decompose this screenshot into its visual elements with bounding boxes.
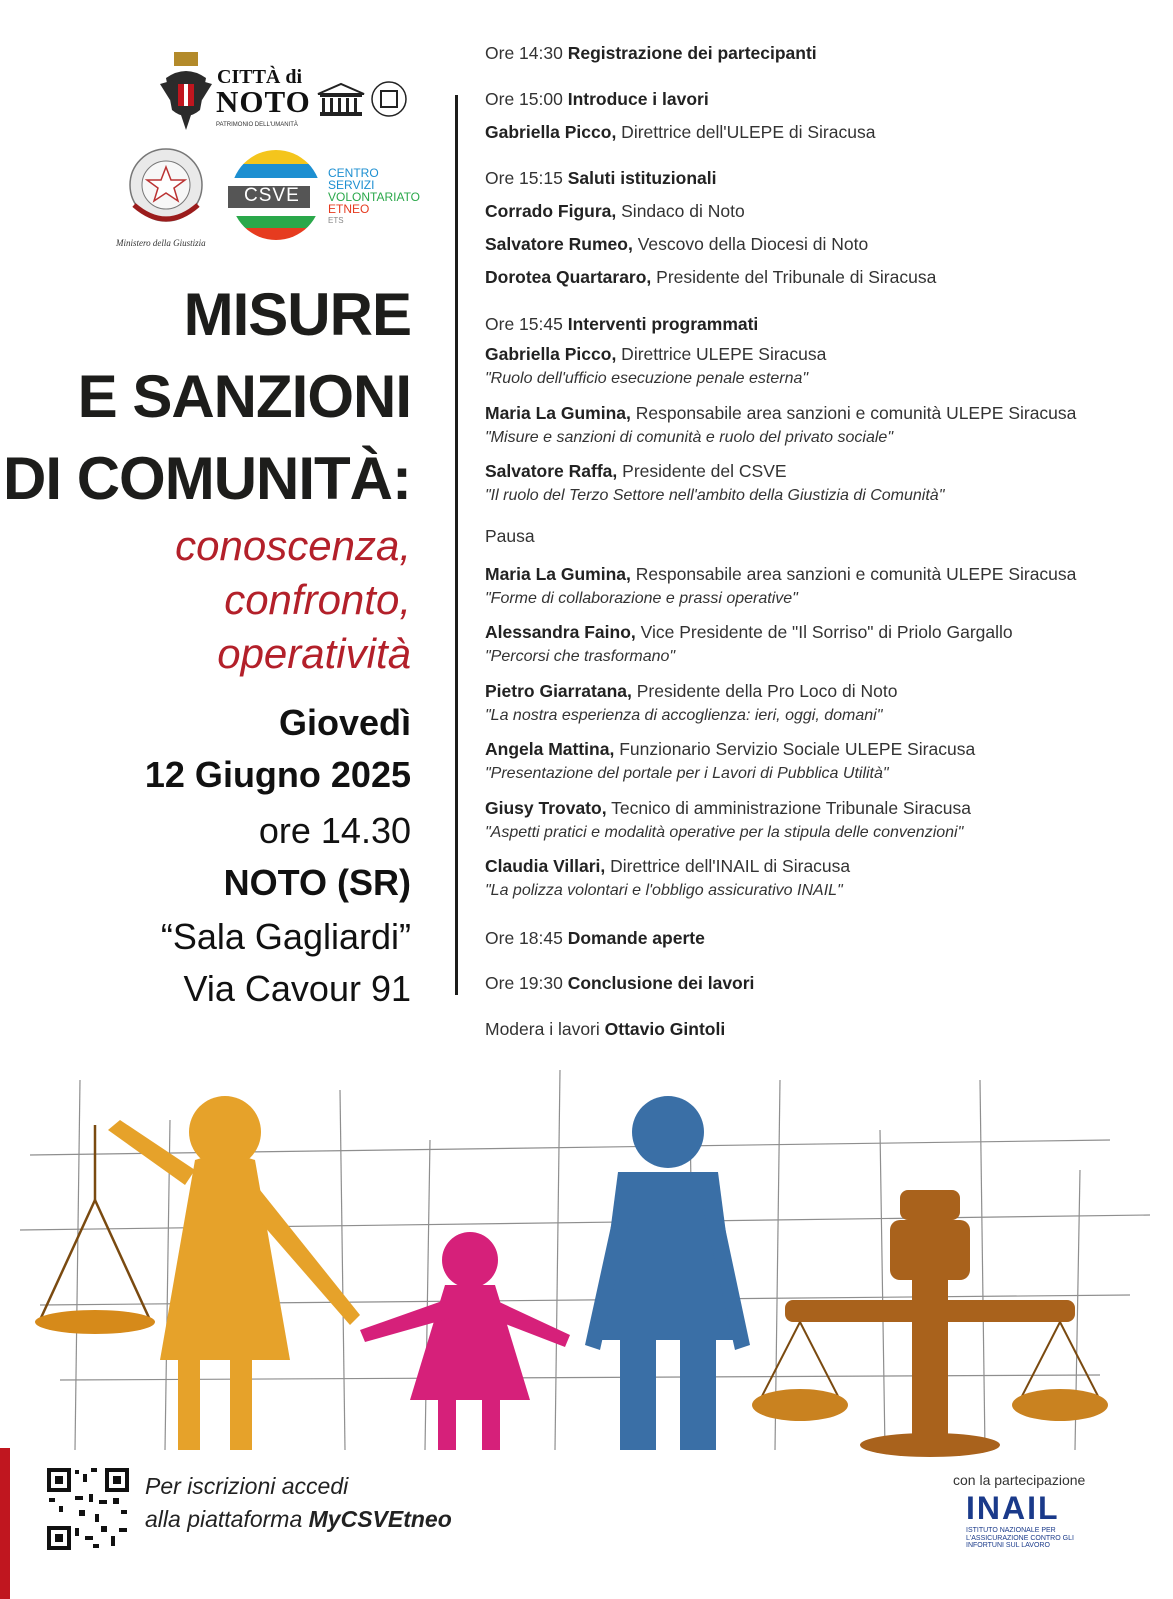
csve-abbr: CSVE	[244, 185, 300, 206]
platform-link[interactable]: MyCSVEtneo	[308, 1506, 452, 1533]
program-intro	[485, 88, 1145, 111]
speaker	[485, 266, 1145, 289]
csve-line3: VOLONTARIATO	[328, 190, 421, 204]
speaker-role: Direttrice dell'INAIL di Siracusa	[605, 856, 851, 876]
speaker-name: Claudia Villari,	[485, 856, 606, 876]
subtitle-line1: conoscenza,	[175, 522, 411, 569]
speaker-role: Direttrice dell'ULEPE di Siracusa	[616, 122, 876, 142]
speaker-role: Funzionario Servizio Sociale ULEPE Siracusa	[614, 739, 976, 759]
csve-line4: ETNEO	[328, 202, 370, 216]
program-pause	[485, 525, 1145, 548]
justice-family-illustration	[0, 1060, 1173, 1460]
speaker-name: Angela Mattina,	[485, 739, 615, 759]
moderator-name: Ottavio Gintoli	[604, 1019, 726, 1039]
program-moderator	[485, 1018, 1145, 1041]
speaker	[485, 621, 1145, 668]
subtitle-line2: confronto,	[224, 576, 411, 623]
speaker	[485, 121, 1145, 144]
speaker	[485, 797, 1145, 844]
event-day: Giovedì	[278, 702, 411, 743]
inail-subtitle: ISTITUTO NAZIONALE PER L'ASSICURAZIONE CONTRO GLI INFORTUNI SUL LAVORO	[966, 1527, 1074, 1550]
unesco-logo	[316, 82, 366, 118]
program-questions	[485, 927, 1145, 950]
speaker-name: Giusy Trovato,	[485, 798, 607, 818]
speaker-role: Presidente del Tribunale di Siracusa	[651, 267, 937, 287]
speaker-role: Direttrice ULEPE Siracusa	[616, 344, 827, 364]
speaker-name: Dorotea Quartararo,	[485, 267, 652, 287]
speaker-role: Vescovo della Diocesi di Noto	[632, 234, 869, 254]
speaker-name: Pietro Giarratana,	[485, 681, 632, 701]
csve-line2: SERVIZI	[328, 178, 375, 192]
world-heritage-icon	[370, 80, 408, 118]
program-conclusion	[485, 972, 1145, 995]
speaker-role: Sindaco di Noto	[616, 201, 745, 221]
title-line1: MISURE	[183, 281, 411, 348]
vertical-divider	[455, 95, 458, 995]
speaker-role: Tecnico di amministrazione Tribunale Siracusa	[606, 798, 971, 818]
csve-ets: ETS	[328, 216, 344, 225]
time: Ore 19:30	[485, 973, 563, 993]
talk-title: "Il ruolo del Terzo Settore nell'ambito della Giustizia di Comunità"	[485, 486, 945, 504]
speaker-name: Gabriella Picco,	[485, 122, 617, 142]
registration-line2	[145, 1503, 452, 1536]
noto-logo-line1: CITTÀ di	[217, 66, 303, 88]
noto-logo-caption: PATRIMONIO DELL'UMANITÀ	[216, 122, 298, 128]
talk-title: "Forme di collaborazione e prassi operative"	[485, 589, 798, 607]
time: Ore 15:45	[485, 314, 563, 334]
talk-title: "La polizza volontari e l'obbligo assicurativo INAIL"	[485, 881, 843, 899]
moderator-label: Modera i lavori	[485, 1019, 600, 1039]
speaker	[485, 233, 1145, 256]
speaker-name: Alessandra Faino,	[485, 622, 636, 642]
speaker-name: Maria La Gumina,	[485, 564, 631, 584]
csve-line1: CENTRO	[328, 166, 379, 180]
registration-note	[145, 1470, 452, 1537]
speaker	[485, 343, 1145, 390]
event-city: NOTO (SR)	[223, 862, 411, 903]
speaker-role: Vice Presidente de "Il Sorriso" di Priolo Gargallo	[635, 622, 1013, 642]
speaker-role: Presidente della Pro Loco di Noto	[631, 681, 898, 701]
speaker-name: Gabriella Picco,	[485, 344, 617, 364]
item-title: Interventi programmati	[567, 314, 759, 334]
speaker-role: Presidente del CSVE	[617, 461, 787, 481]
item-title: Introduce i lavori	[567, 89, 709, 109]
speaker-name: Maria La Gumina,	[485, 403, 631, 423]
italian-republic-emblem-icon	[126, 145, 206, 235]
event-time: ore 14.30	[258, 810, 411, 851]
inail-logo: INAIL	[966, 1490, 1060, 1526]
speaker	[485, 738, 1145, 785]
registration-line2-text: alla piattaforma	[145, 1506, 303, 1533]
time: Ore 15:15	[485, 168, 563, 188]
time: Ore 14:30	[485, 43, 563, 63]
pause-label: Pausa	[485, 526, 535, 546]
item-title: Saluti istituzionali	[567, 168, 717, 188]
registration-line1: Per iscrizioni accedi	[145, 1473, 349, 1499]
item-title: Registrazione dei partecipanti	[567, 43, 817, 63]
event-address: Via Cavour 91	[183, 968, 411, 1009]
speaker	[485, 402, 1145, 449]
speaker	[485, 855, 1145, 902]
footer-accent-bar	[0, 1448, 10, 1599]
program-greetings	[485, 167, 1145, 190]
item-title: Domande aperte	[567, 928, 705, 948]
title-line3: DI COMUNITÀ:	[3, 445, 411, 512]
speaker-name: Salvatore Rumeo,	[485, 234, 633, 254]
time: Ore 15:00	[485, 89, 563, 109]
qr-code-icon[interactable]	[45, 1466, 131, 1552]
speaker	[485, 680, 1145, 727]
speaker-name: Corrado Figura,	[485, 201, 617, 221]
event-date: 12 Giugno 2025	[144, 754, 411, 795]
talk-title: "Aspetti pratici e modalità operative per la stipula delle convenzioni"	[485, 823, 964, 841]
speaker-role: Responsabile area sanzioni e comunità ULEPE Siracusa	[630, 564, 1077, 584]
talk-title: "Percorsi che trasformano"	[485, 647, 676, 665]
noto-crest-icon	[160, 50, 212, 132]
talk-title: "Misure e sanzioni di comunità e ruolo del privato sociale"	[485, 428, 894, 446]
talk-title: "La nostra esperienza di accoglienza: ieri, oggi, domani"	[485, 706, 883, 724]
speaker	[485, 200, 1145, 223]
talk-title: "Presentazione del portale per i Lavori di Pubblica Utilità"	[485, 764, 889, 782]
talk-title: "Ruolo dell'ufficio esecuzione penale esterna"	[485, 369, 809, 387]
program-registration	[485, 42, 1145, 65]
noto-logo-line2: NOTO	[216, 84, 311, 119]
partner-caption: con la partecipazione	[953, 1472, 1086, 1488]
ministry-caption: Ministero della Giustizia	[116, 238, 206, 248]
program-talks	[485, 313, 1145, 336]
speaker	[485, 460, 1145, 507]
subtitle-line3: operatività	[217, 630, 411, 677]
speaker-role: Responsabile area sanzioni e comunità ULEPE Siracusa	[630, 403, 1077, 423]
csve-name	[328, 167, 420, 227]
speaker-name: Salvatore Raffa,	[485, 461, 618, 481]
item-title: Conclusione dei lavori	[567, 973, 755, 993]
speaker	[485, 563, 1145, 610]
title-line2: E SANZIONI	[77, 363, 411, 430]
time: Ore 18:45	[485, 928, 563, 948]
event-venue: “Sala Gagliardi”	[160, 916, 411, 957]
